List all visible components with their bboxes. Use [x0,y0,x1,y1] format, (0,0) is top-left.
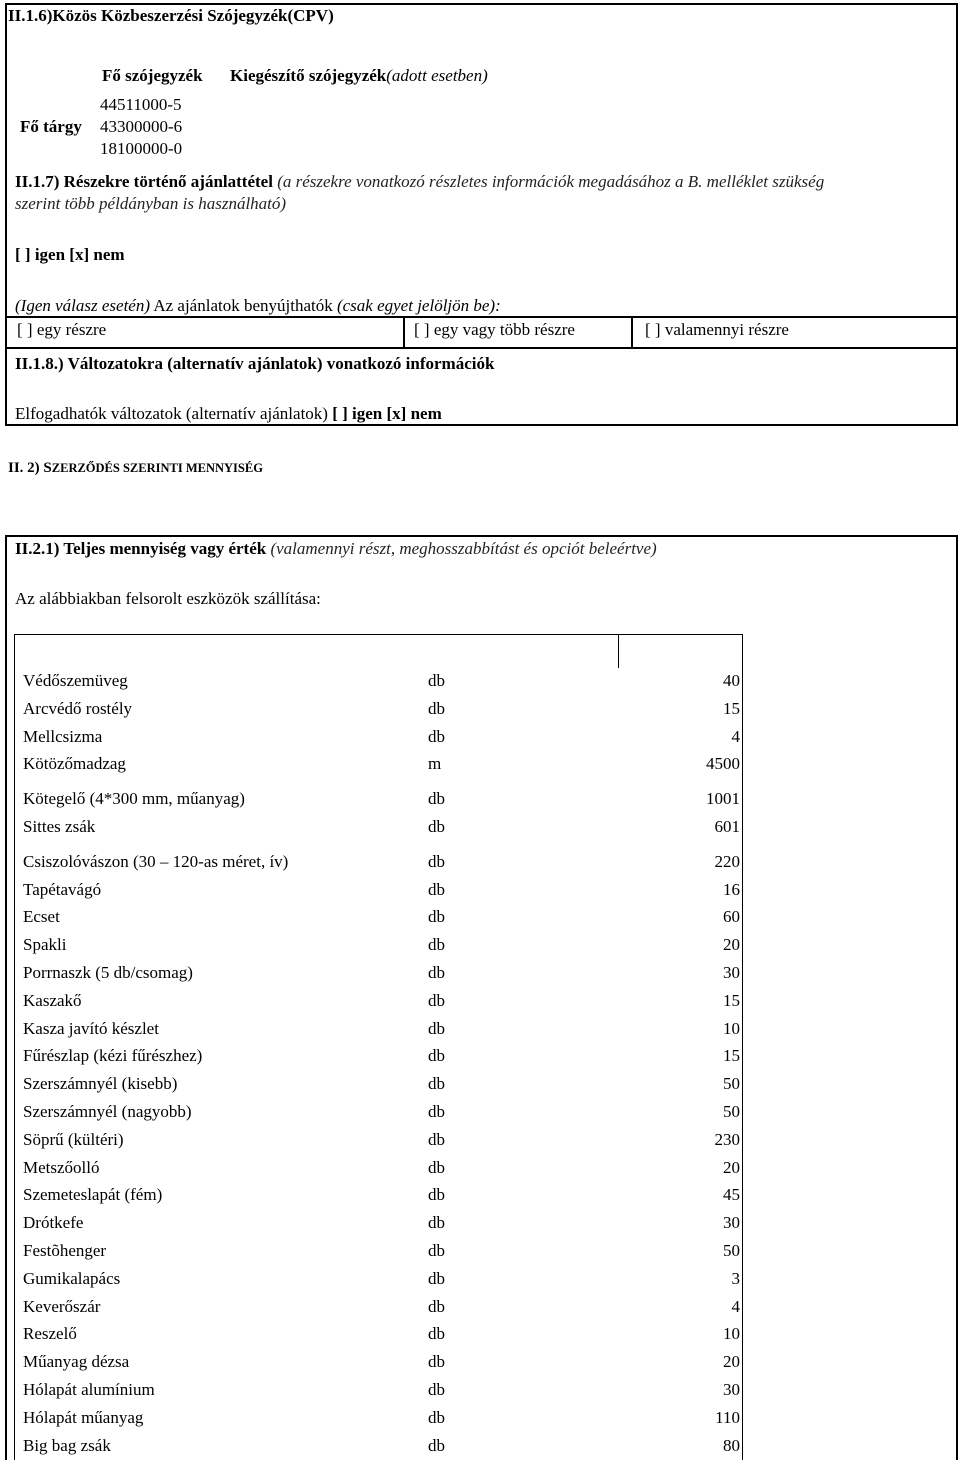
item-name: Metszőolló [23,1157,100,1177]
total-heading [15,539,657,559]
lots-heading [15,172,824,192]
table-row [18,1405,742,1433]
lots-heading-title: Részekre történő ajánlattétel [63,172,273,191]
item-name: Gumikalapács [23,1268,121,1288]
lot-option-all[interactable]: [ ] valamennyi részre [645,320,789,339]
table-row [18,814,742,842]
section-2-heading [8,460,263,477]
item-quantity: 15 [723,990,740,1010]
item-name: Mellcsizma [23,726,103,746]
item-unit: db [428,1407,445,1427]
option-divider-2 [631,316,633,349]
item-quantity: 60 [723,907,740,927]
item-name: Reszelő [23,1324,77,1344]
lots-if-yes [15,296,501,316]
lots-heading-note-2: szerint több példányban is használható) [15,194,287,213]
section-2-title: ZERZŐDÉS SZERINTI MENNYISÉG [51,461,263,475]
item-unit: db [428,1046,445,1066]
item-name: Hólapát alumínium [23,1379,155,1399]
table-row [18,904,742,932]
item-quantity: 15 [723,698,740,718]
table-row [18,1210,742,1238]
table-row [18,1155,742,1183]
item-unit: db [428,671,445,690]
item-quantity: 4 [731,1296,740,1316]
option-row-top-line [7,316,957,318]
table-row [18,696,742,724]
table-row [18,1043,742,1071]
total-intro: Az alábbiakban felsorolt eszközök szállítása: [15,589,321,608]
item-name: Festõhenger [23,1240,107,1260]
item-name: Arcvédő rostély [23,698,133,718]
item-name: Védőszemüveg [23,671,128,690]
table-col-divider [618,634,619,668]
item-name: Szemeteslapát (fém) [23,1185,163,1205]
item-quantity: 4 [731,726,740,746]
item-unit: db [428,935,445,955]
table-row [18,1349,742,1377]
table-row [18,988,742,1016]
item-quantity: 4500 [706,754,740,774]
table-row [18,849,742,877]
table-row [18,724,742,752]
table-row [18,877,742,905]
item-unit: db [428,990,445,1010]
item-unit: db [428,1324,445,1344]
table-left-line [14,634,15,1460]
item-quantity: 110 [715,1407,740,1427]
item-quantity: 10 [723,1018,740,1038]
table-row [18,1071,742,1099]
table-row [18,1238,742,1266]
item-quantity: 20 [723,935,740,955]
item-quantity: 45 [723,1185,740,1205]
item-name: Szerszámnyél (kisebb) [23,1074,178,1094]
item-quantity: 50 [723,1074,740,1094]
item-unit: db [428,726,445,746]
item-name: Ecset [23,907,60,927]
lots-yes-no[interactable]: [ ] igen [x] nem [15,245,125,264]
table-top-line [14,634,743,635]
table-row [18,1433,742,1460]
item-quantity: 15 [723,1046,740,1066]
supp-vocab [230,66,488,86]
item-unit: db [428,1101,445,1121]
item-unit: db [428,789,445,809]
variants-accepted [15,404,442,424]
item-quantity: 30 [723,1379,740,1399]
lots-heading-num: II.1.7) [15,172,60,191]
lot-option-one[interactable]: [ ] egy részre [17,320,107,339]
total-heading-title: II.2.1) Teljes mennyiség vagy érték [15,539,267,558]
variants-heading: II.1.8.) Változatokra (alternatív ajánlatok) vonatkozó információk [15,354,495,373]
item-unit: db [428,962,445,982]
item-name: Kasza javító készlet [23,1018,159,1038]
main-object-label: Fő tárgy [20,117,82,136]
table-row [18,1377,742,1405]
lots-if-yes-prefix: (Igen válasz esetén) [15,296,151,315]
item-quantity: 50 [723,1240,740,1260]
item-name: Söprű (kültéri) [23,1129,124,1149]
item-name: Fűrészlap (kézi fűrészhez) [23,1046,203,1066]
item-name: Tapétavágó [23,879,102,899]
item-quantity: 20 [723,1352,740,1372]
variants-accepted-value[interactable]: [ ] igen [x] nem [332,404,442,423]
lots-if-yes-text: Az ajánlatok benyújthatók [153,296,333,315]
cpv-heading: II.1.6)Közös Közbeszerzési Szójegyzék(CPV) [8,6,334,25]
item-unit: db [428,1018,445,1038]
cpv-code-3: 18100000-0 [100,139,183,158]
item-name: Kaszakő [23,990,82,1010]
table-row [18,1321,742,1349]
item-name: Porrnaszk (5 db/csomag) [23,962,193,982]
lot-option-one-or-more[interactable]: [ ] egy vagy több részre [414,320,575,339]
item-unit: db [428,1074,445,1094]
table-row [18,1294,742,1322]
cpv-code-2: 43300000-6 [100,117,183,136]
item-quantity: 50 [723,1101,740,1121]
table-row [18,751,742,779]
item-quantity: 20 [723,1157,740,1177]
table-row [18,786,742,814]
cpv-code-1: 44511000-5 [100,95,182,114]
items-table [18,668,742,1460]
item-unit: m [428,754,442,774]
item-name: Sittes zsák [23,816,96,836]
item-quantity: 40 [723,671,740,690]
item-unit: db [428,907,445,927]
section-2-prefix: II. 2) S [8,460,52,476]
item-quantity: 30 [723,1213,740,1233]
item-quantity: 80 [723,1435,740,1455]
supp-vocab-note: (adott esetben) [386,66,488,85]
table-row [18,1099,742,1127]
item-unit: db [428,816,445,836]
table-row [18,668,742,696]
option-row-bottom-line [7,347,957,349]
table-row [18,1127,742,1155]
item-unit: db [428,1185,445,1205]
table-right-line [742,634,743,1460]
table-row [18,1016,742,1044]
table-row [18,1266,742,1294]
item-quantity: 3 [731,1268,740,1288]
item-name: Kötözőmadzag [23,754,126,774]
item-unit: db [428,1379,445,1399]
lots-heading-note: (a részekre vonatkozó részletes információk megadásához a B. melléklet szükség [277,172,825,191]
item-quantity: 220 [714,851,740,871]
item-unit: db [428,1435,445,1455]
lots-if-yes-suffix: (csak egyet jelöljön be): [336,296,501,315]
item-quantity: 1001 [706,789,740,809]
item-unit: db [428,879,445,899]
item-name: Kötegelő (4*300 mm, műanyag) [23,789,245,809]
item-name: Drótkefe [23,1213,84,1233]
item-name: Műanyag dézsa [23,1352,130,1372]
option-divider-1 [403,316,405,349]
variants-accepted-text: Elfogadhatók változatok (alternatív ajánlatok) [15,404,328,423]
item-name: Szerszámnyél (nagyobb) [23,1101,192,1121]
item-unit: db [428,1240,445,1260]
table-row [18,932,742,960]
item-name: Csiszolóvászon (30 – 120-as méret, ív) [23,851,289,871]
item-name: Spakli [23,935,67,955]
item-quantity: 30 [723,962,740,982]
item-unit: db [428,698,445,718]
item-unit: db [428,1352,445,1372]
item-unit: db [428,1268,445,1288]
item-name: Keverőszár [23,1296,101,1316]
supp-vocab-label: Kiegészítő szójegyzék [230,66,387,85]
item-unit: db [428,1213,445,1233]
item-quantity: 10 [723,1324,740,1344]
item-unit: db [428,1129,445,1149]
item-name: Hólapát műanyag [23,1407,144,1427]
item-unit: db [428,1296,445,1316]
main-vocab-label: Fő szójegyzék [102,66,203,85]
item-unit: db [428,851,445,871]
item-unit: db [428,1157,445,1177]
table-row [18,960,742,988]
item-name: Big bag zsák [23,1435,111,1455]
item-quantity: 230 [714,1129,740,1149]
total-heading-note: (valamennyi részt, meghosszabbítást és opciót beleértve) [270,539,657,558]
item-quantity: 601 [714,816,740,836]
item-quantity: 16 [723,879,740,899]
table-row [18,1182,742,1210]
